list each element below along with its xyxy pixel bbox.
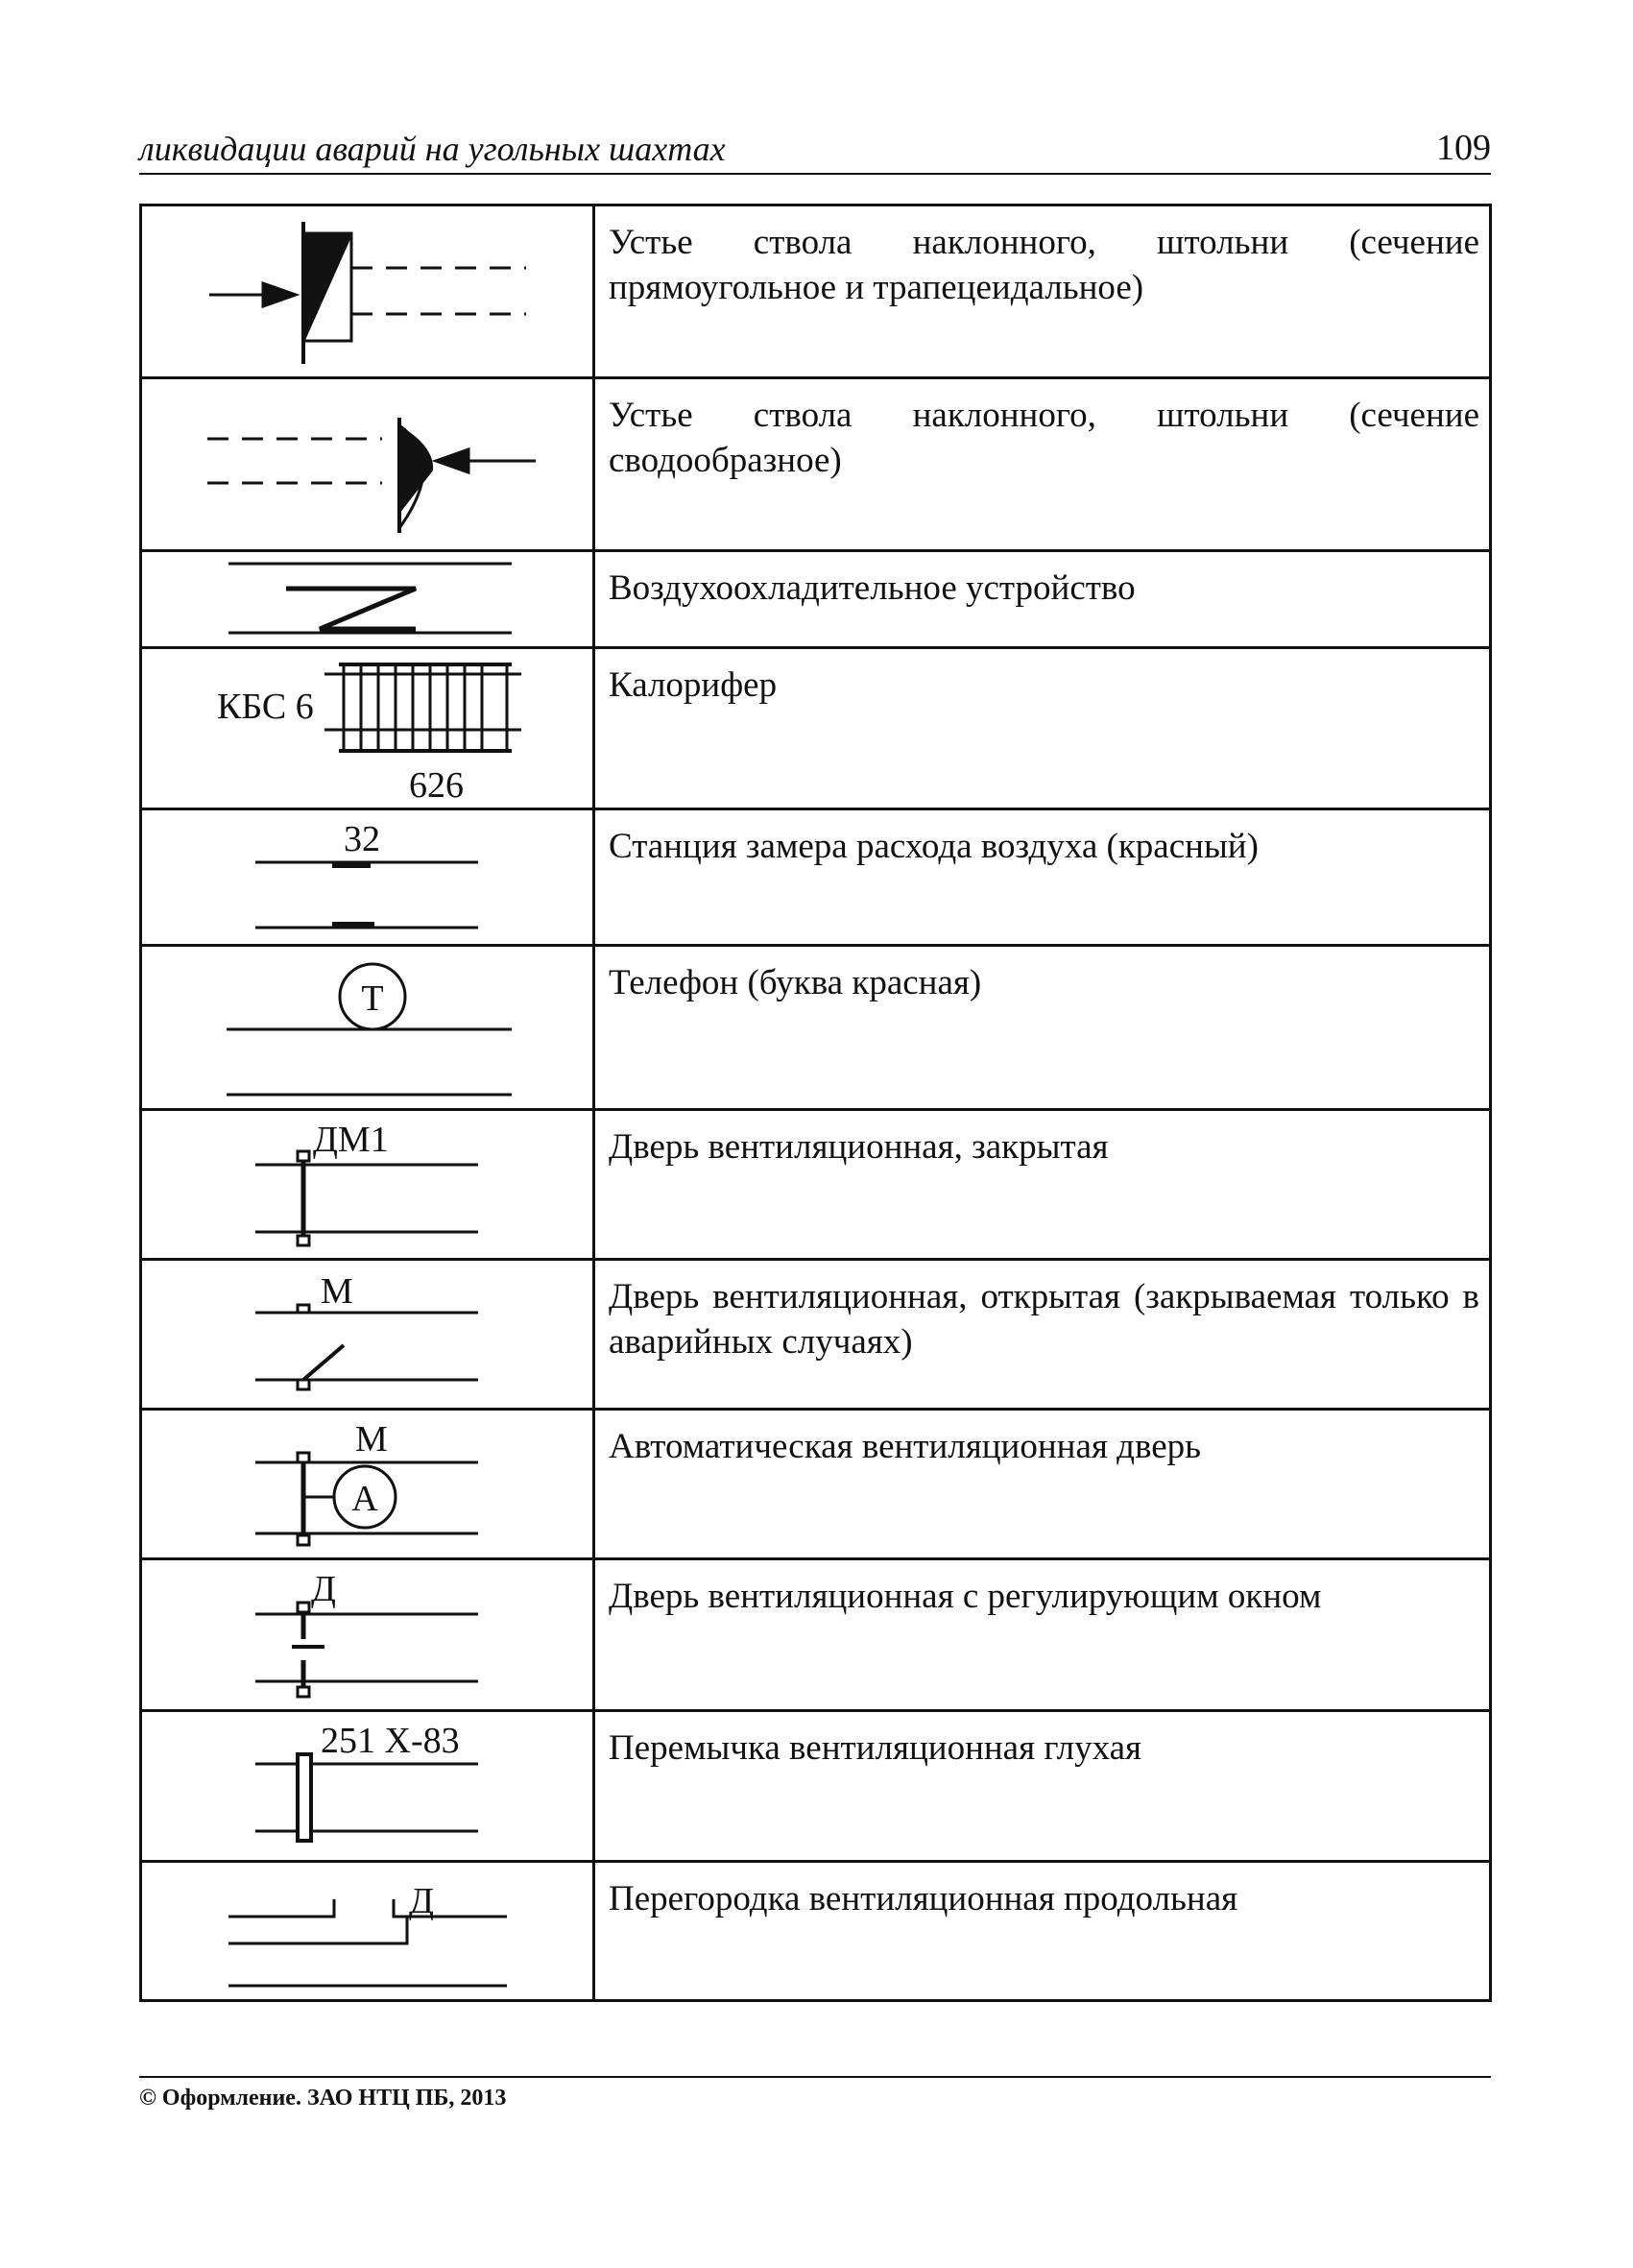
bulkhead-label: 251 Х-83 [321,1721,460,1761]
table-row [141,1862,1491,2001]
description-cell: Воздухоохладительное устройство [594,551,1491,648]
automatic-door-icon [142,1411,592,1557]
air-cooler-icon [142,552,592,646]
telephone-icon [142,947,592,1108]
description-cell: Устье ствола наклонного, штольни (сечение прямоугольное и трапецеидальное) [594,205,1491,378]
symbol-cell [141,1862,594,2001]
automatic-letter: А [351,1479,378,1519]
description-cell: Калорифер [594,648,1491,809]
description-cell: Устье ствола наклонного, штольни (сечение сводообразное) [594,378,1491,551]
station-number-label: 32 [344,819,380,859]
symbol-cell [141,205,594,378]
symbol-cell [141,1711,594,1862]
table-row [141,1260,1491,1410]
station-mark-bottom [332,922,374,928]
description-cell: Перемычка вентиляционная глухая [594,1711,1491,1862]
description-cell: Дверь вентиляционная, закрытая [594,1110,1491,1260]
table-row [141,1559,1491,1711]
running-head [139,123,1491,175]
running-title: ликвидации аварий на угольных шахтах [139,130,726,168]
door-label: М [321,1271,353,1312]
table-row [141,1410,1491,1559]
legend-table [139,204,1492,2002]
inclined-shaft-rect-icon [142,206,592,376]
heater-number-label: 626 [409,765,464,806]
table-row [141,205,1491,378]
table-row [141,809,1491,946]
symbol-cell [141,809,594,946]
table-row [141,1711,1491,1862]
symbol-cell [141,1559,594,1711]
table-row [141,551,1491,648]
symbol-cell [141,648,594,809]
table-row [141,946,1491,1110]
door-closed-icon [142,1111,592,1258]
symbol-cell [141,551,594,648]
description-cell: Дверь вентиляционная с регулирующим окном [594,1559,1491,1711]
station-mark-top [332,862,371,868]
table-row [141,648,1491,809]
description-cell: Телефон (буква красная) [594,946,1491,1110]
door-label: ДМ1 [313,1120,389,1160]
description-cell: Дверь вентиляционная, открытая (закрываемая только в аварийных случаях) [594,1260,1491,1410]
heater-type-label: КБС 6 [217,687,314,727]
longitudinal-partition-icon [142,1863,592,1999]
symbol-cell [141,1110,594,1260]
partition-label: Д [409,1881,434,1921]
air-heater-icon [142,649,592,808]
inclined-shaft-arched-icon [142,379,592,549]
door-label: Д [311,1569,336,1609]
symbol-cell [141,1260,594,1410]
description-cell: Перегородка вентиляционная продольная [594,1862,1491,2001]
table-row [141,1110,1491,1260]
symbol-cell [141,946,594,1110]
door-label: М [355,1419,388,1460]
door-regulator-window-icon [142,1560,592,1709]
page-number: 109 [1436,128,1491,168]
telephone-letter: Т [361,978,384,1019]
symbol-cell [141,378,594,551]
footer-copyright: © Оформление. ЗАО НТЦ ПБ, 2013 [139,2086,507,2111]
footer-rule [139,2076,1491,2078]
description-cell: Автоматическая вентиляционная дверь [594,1410,1491,1559]
solid-bulkhead-icon [142,1712,592,1860]
table-row [141,378,1491,551]
air-measure-station-icon [142,810,592,944]
door-open-icon [142,1261,592,1408]
description-cell: Станция замера расхода воздуха (красный) [594,809,1491,946]
symbol-cell [141,1410,594,1559]
